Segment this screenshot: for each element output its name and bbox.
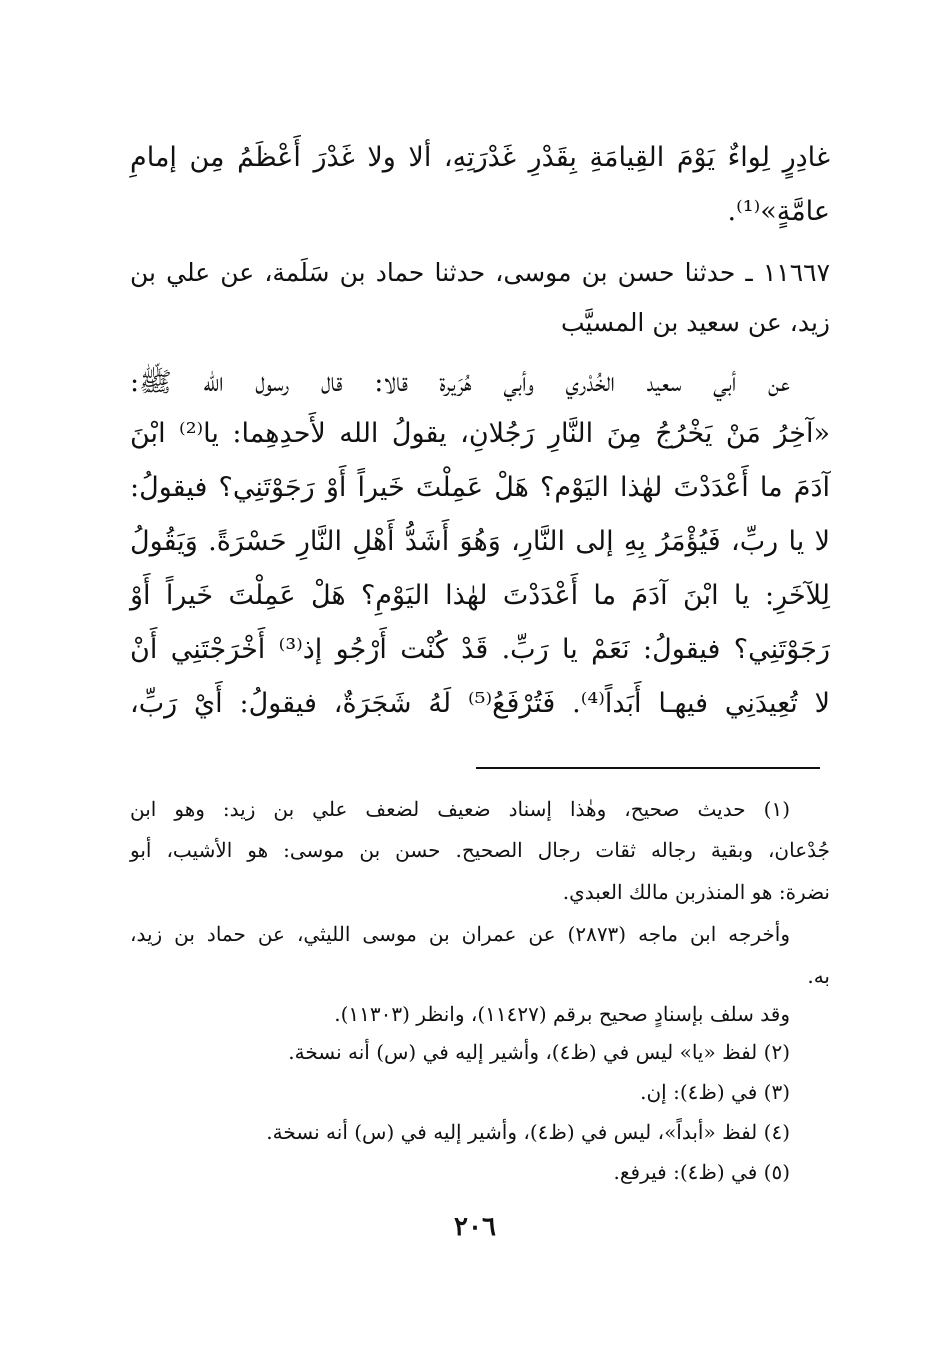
- continuation-line-1: غادِرٍ لِواءٌ يَوْمَ القِيامَةِ بِقَدْرِ غَدْرَتِهِ، ألا ولا غَدْرَ أَعْظَمُ مِن إمامِ: [130, 142, 830, 173]
- isnad-line-1: ١١٦٦٧ ـ حدثنا حسن بن موسى، حدثنا حماد بن سَلَمة، عن علي بن: [130, 258, 830, 287]
- footnote-1-line-6: وقد سلف بإسنادٍ صحيح برقم (١١٤٢٧)، وانظر (١١٣٠٣).: [334, 1002, 790, 1026]
- footnote-4: (٤) لفظ «أبداً»، ليس في (ظ٤)، وأشير إليه في (س) أنه نسخة.: [266, 1120, 790, 1144]
- footnote-2: (٢) لفظ «يا» ليس في (ظ٤)، وأشير إليه في (س) أنه نسخة.: [288, 1040, 790, 1064]
- hadith-line-2: «آخِرُ مَنْ يَخْرُجُ مِنَ النَّارِ رَجُلانِ، يقولُ الله لأَحدِهِما: يا⁽²⁾ ابْنَ: [130, 418, 830, 449]
- hadith-line-3: آدَمَ ما أَعْدَدْتَ لهٰذا اليَوْم؟ هَلْ عَمِلْتَ خَيراً أَوْ رَجَوْتَنِي؟ فيقولُ:: [130, 472, 830, 503]
- footnote-5: (٥) في (ظ٤): فيرفع.: [613, 1160, 790, 1184]
- footnote-1-line-3: نضرة: هو المنذربن مالك العبدي.: [562, 880, 830, 904]
- footnote-1-line-1: (١) حديث صحيح، وهٰذا إسناد ضعيف لضعف علي بن زيد: وهو ابن: [130, 797, 790, 821]
- footnote-1-line-2: جُدْعان، وبقية رجاله ثقات رجال الصحيح. حسن بن موسى: هو الأشيب، أبو: [130, 838, 830, 862]
- hadith-line-4: لا يا ربِّ، فَيُؤْمَرُ بِهِ إلى النَّارِ، وَهُوَ أَشَدُّ أَهْلِ النَّارِ حَسْرَةً. وَيَقُولُ: [130, 526, 830, 557]
- footnote-1-line-5: به.: [807, 964, 830, 988]
- footnote-1-line-4: وأخرجه ابن ماجه (٢٨٧٣) عن عمران بن موسى الليثي، عن حماد بن زيد،: [130, 922, 790, 946]
- page-number: ٢٠٦: [454, 1212, 496, 1242]
- footnote-separator: [476, 767, 820, 769]
- hadith-line-6: رَجَوْتَنِي؟ فيقولُ: نَعَمْ يا رَبِّ. قَدْ كُنْت أَرْجُو إذ⁽³⁾ أَخْرَجْتَنِي أَنْ: [130, 634, 830, 665]
- isnad-line-2: زيد، عن سعيد بن المسيَّب: [560, 308, 830, 337]
- hadith-line-7: لا تُعِيدَنِي فيهـا أَبَداً⁽⁴⁾. فَتُرْفَعُ⁽⁵⁾ لَهُ شَجَرَةٌ، فيقولُ: أَيْ رَبِّ،: [130, 688, 831, 719]
- footnote-3: (٣) في (ظ٤): إن.: [640, 1080, 790, 1104]
- hadith-line-5: لِلآخَرِ: يا ابْنَ آدَمَ ما أَعْدَدْتَ لهٰذا اليَوْمِ؟ هَلْ عَمِلْتَ خَيراً أَوْ: [130, 580, 830, 611]
- continuation-line-2: عامَّةٍ»⁽¹⁾.: [727, 196, 830, 227]
- hadith-line-1: عن أبي سعيد الخُدْري وأبي هُرَيرة قالا: قال رسول الله ﷺ:: [130, 367, 790, 398]
